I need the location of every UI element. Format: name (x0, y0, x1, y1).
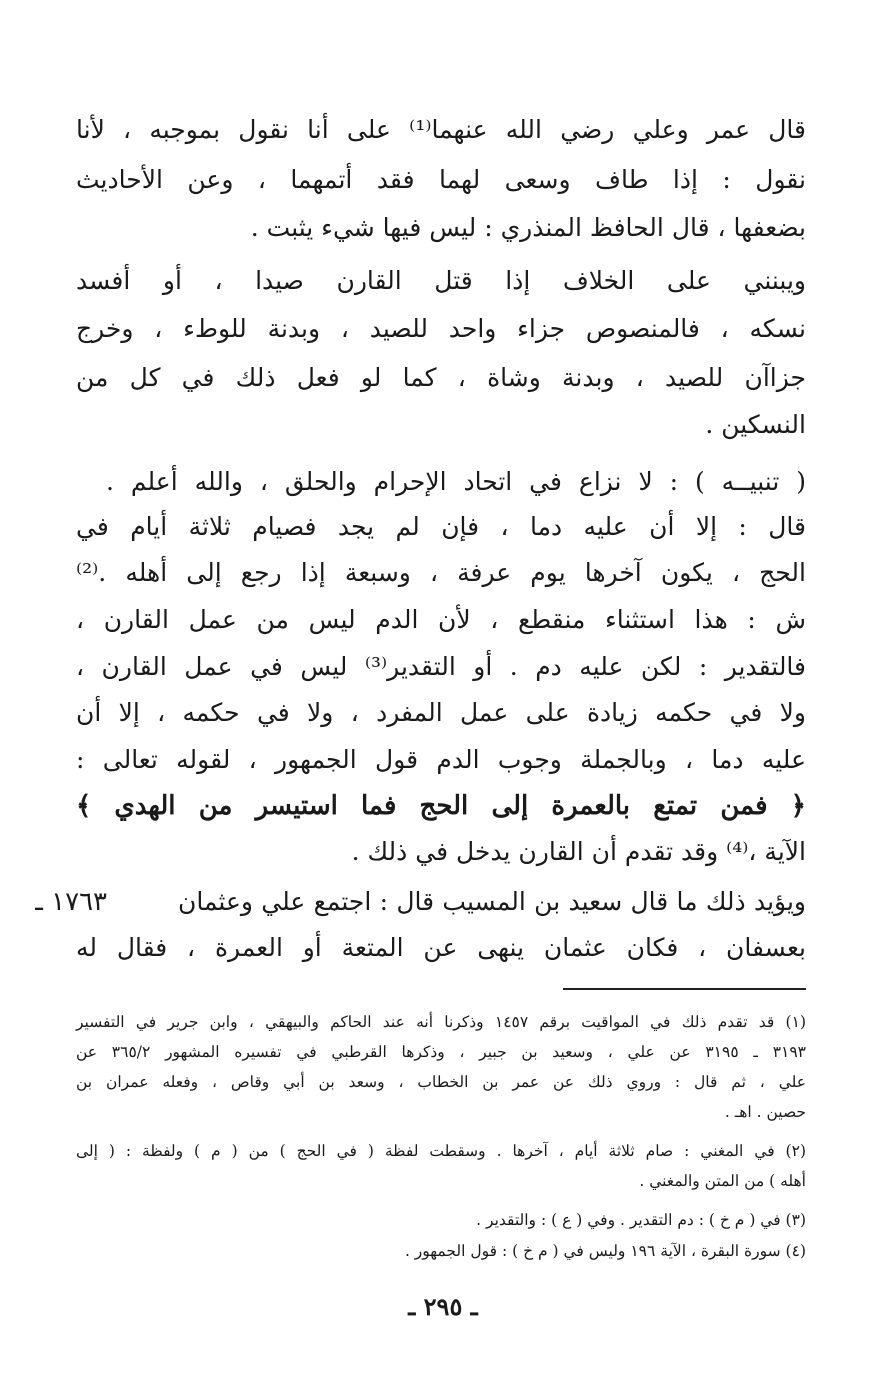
footnote-line: (٢) في المغني : صام ثلاثة أيام ، آخرها . وسقطت لفظة ( في الحج ) من ( م ) ولفظة : ( إلى (76, 1142, 806, 1160)
body-line: ش : هذا استثناء منقطع ، لأن الدم ليس من عمل القارن ، (76, 605, 806, 634)
body-line-notice: ( تنبيــه ) : لا نزاع في اتحاد الإحرام والحلق ، والله أعلم . (106, 467, 806, 496)
body-line: فالتقدير : لكن عليه دم . أو التقدير⁽³⁾ ليس في عمل القارن ، (76, 652, 806, 681)
quran-verse: ﴿ فمن تمتع بالعمرة إلى الحج فما استيسر من الهدي ﴾ (76, 791, 806, 821)
footnote-line: (١) قد تقدم ذلك في المواقيت برقم ١٤٥٧ وذكرنا أنه عند الحاكم والبيهقي ، وابن جرير في التفسير (76, 1013, 806, 1031)
body-line: قال عمر وعلي رضي الله عنهما⁽¹⁾ على أنا نقول بموجبه ، لأنا (76, 115, 807, 144)
footnote-divider (563, 988, 806, 990)
footnote-line: علي ، ثم قال : وروي ذلك عن عمر بن الخطاب ، وسعد بن أبي وقاص ، وفعله عمران بن (76, 1073, 806, 1091)
body-line: نقول : إذا طاف وسعى لهما فقد أتمهما ، وعن الأحاديث (76, 165, 806, 194)
body-line: بعسفان ، فكان عثمان ينهى عن المتعة أو العمرة ، فقال له (76, 933, 806, 962)
body-line: النسكين . (705, 410, 806, 439)
paragraph-number: ١٧٦٣ ـ (35, 887, 107, 917)
body-line: ولا في حكمه زيادة على عمل المفرد ، ولا في حكمه ، إلا أن (76, 698, 806, 727)
body-line: الآية ،⁽⁴⁾ وقد تقدم أن القارن يدخل في ذلك . (351, 837, 806, 866)
body-line: بضعفها ، قال الحافظ المنذري : ليس فيها شيء يثبت . (250, 213, 806, 242)
body-line: ويبنني على الخلاف إذا قتل القارن صيدا ، أو أفسد (76, 266, 806, 295)
body-line: ويؤيد ذلك ما قال سعيد بن المسيب قال : اجتمع علي وعثمان (178, 887, 806, 916)
footnote-line: (٣) في ( م خ ) : دم التقدير . وفي ( ع ) : والتقدير . (476, 1211, 806, 1229)
body-line: جزاآن للصيد ، وبدنة وشاة ، كما لو فعل ذلك في كل من (76, 363, 806, 392)
footnote-line: حصين . اهـ . (724, 1103, 806, 1121)
footnote-line: أهله ) من المتن والمغني . (639, 1172, 806, 1190)
body-line: الحج ، يكون آخرها يوم عرفة ، وسبعة إذا رجع إلى أهله .⁽²⁾ (76, 558, 806, 587)
page-number: ـ ٢٩٥ ـ (408, 1292, 478, 1321)
body-line: عليه دما ، وبالجملة وجوب الدم قول الجمهور ، لقوله تعالى : (76, 745, 806, 774)
footnote-line: ٣١٩٣ ـ ٣١٩٥ عن علي ، وسعيد بن جبير ، وذكرها القرطبي في تفسيره المشهور ٣٦٥/٢ عن (76, 1043, 806, 1061)
body-line: قال : إلا أن عليه دما ، فإن لم يجد فصيام ثلاثة أيام في (76, 512, 806, 541)
footnote-line: (٤) سورة البقرة ، الآية ١٩٦ وليس في ( م خ ) : قول الجمهور . (404, 1242, 806, 1260)
body-line: نسكه ، فالمنصوص جزاء واحد للصيد ، وبدنة للوطء ، وخرج (76, 314, 806, 343)
